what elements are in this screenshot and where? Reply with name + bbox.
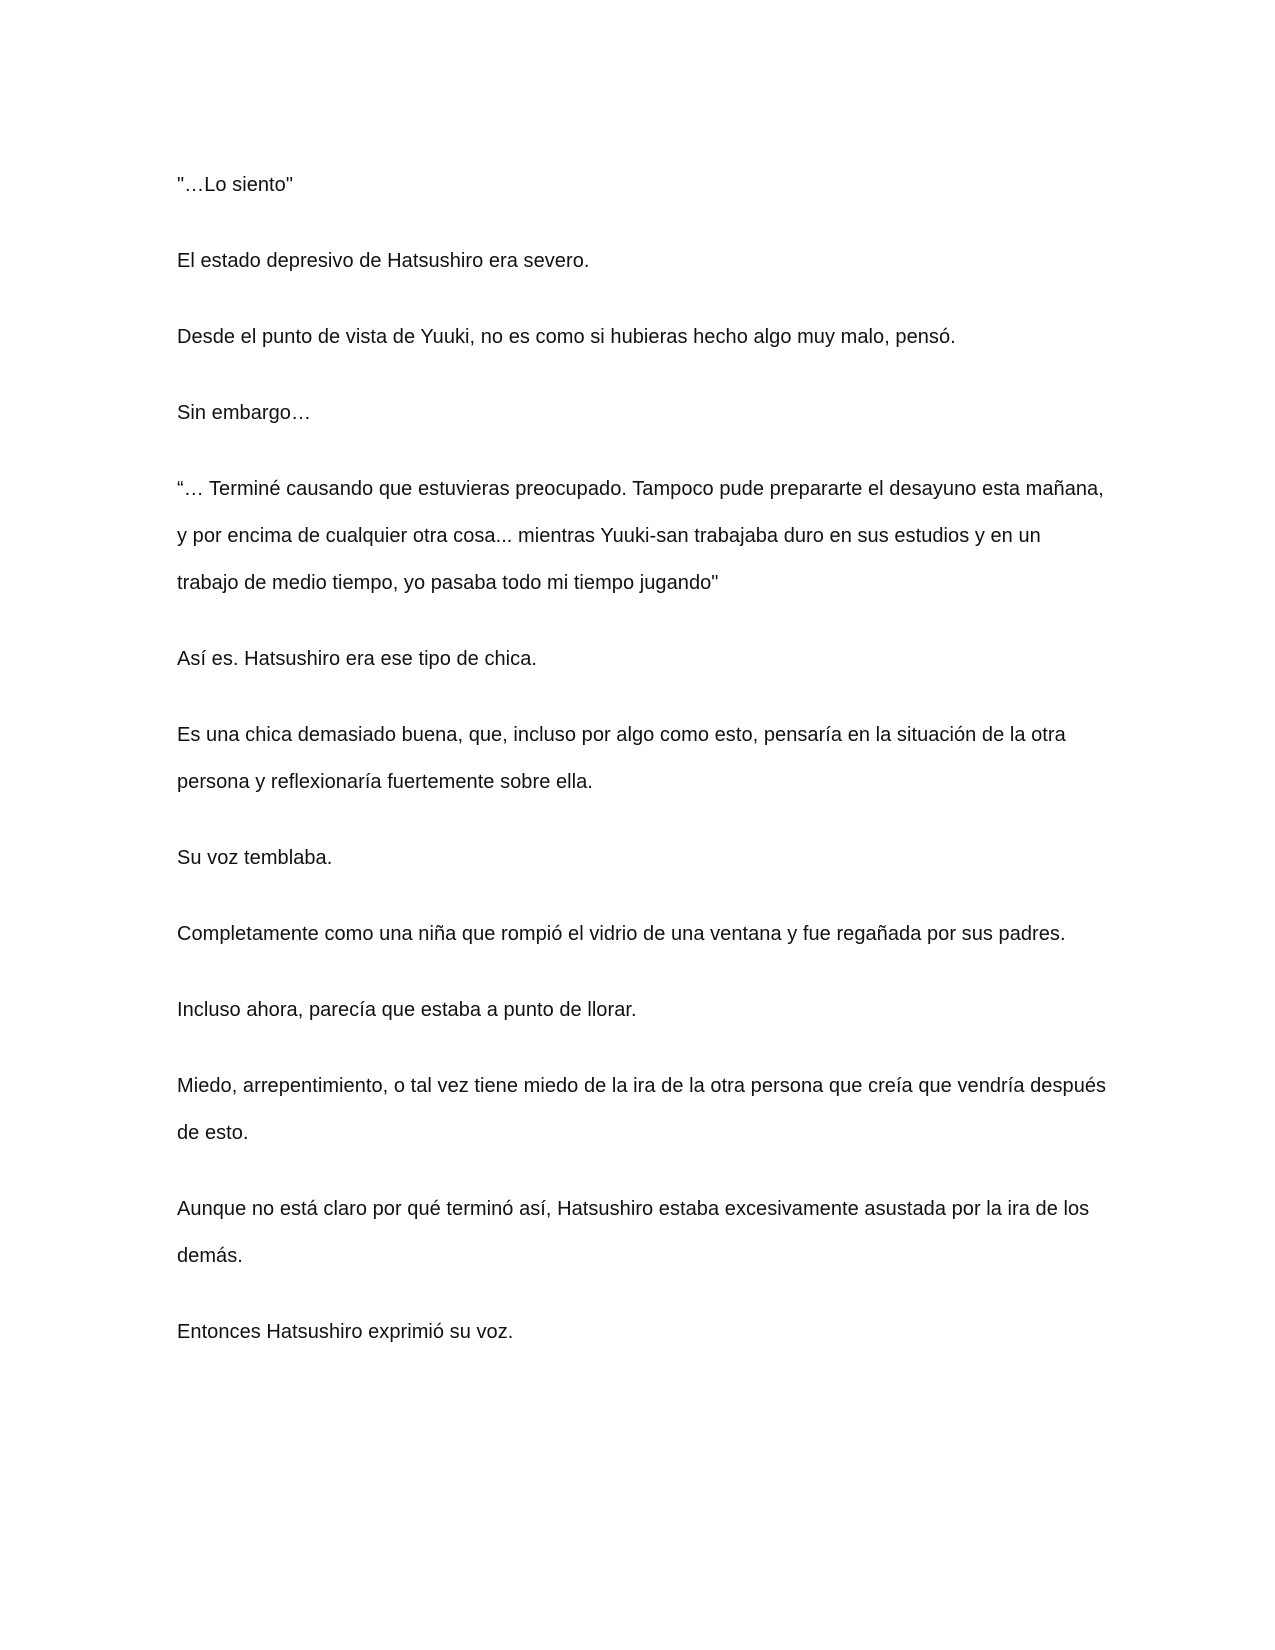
paragraph: Desde el punto de vista de Yuuki, no es como si hubieras hecho algo muy malo, pensó. bbox=[177, 326, 956, 348]
paragraph: Completamente como una niña que rompió el vidrio de una ventana y fue regañada por sus padres. bbox=[177, 923, 1066, 945]
paragraph: Aunque no está claro por qué terminó así, Hatsushiro estaba excesivamente asustada por la ira de los demás. bbox=[177, 1198, 1090, 1267]
document-body bbox=[177, 162, 1107, 1385]
paragraph: Así es. Hatsushiro era ese tipo de chica. bbox=[177, 648, 538, 670]
paragraph: Miedo, arrepentimiento, o tal vez tiene miedo de la ira de la otra persona que creía que vendría después de esto. bbox=[177, 1075, 1107, 1144]
paragraph: Su voz temblaba. bbox=[177, 847, 333, 869]
paragraph: Es una chica demasiado buena, que, incluso por algo como esto, pensaría en la situación de la otra persona y reflexionaría fuertemente sobre ella. bbox=[177, 724, 1066, 793]
paragraph: “… Terminé causando que estuvieras preocupado. Tampoco pude prepararte el desayuno esta mañana, y por encima de cualquier otra cosa... mientras Yuuki-san trabajaba duro en sus estudios y en un trabajo de medio tiempo, yo pasaba todo mi tiempo jugando" bbox=[177, 478, 1104, 594]
paragraph: Entonces Hatsushiro exprimió su voz. bbox=[177, 1321, 514, 1343]
paragraph: El estado depresivo de Hatsushiro era severo. bbox=[177, 250, 590, 272]
paragraph: Incluso ahora, parecía que estaba a punto de llorar. bbox=[177, 999, 637, 1021]
paragraph: "…Lo siento" bbox=[177, 174, 293, 196]
paragraph: Sin embargo… bbox=[177, 402, 311, 424]
